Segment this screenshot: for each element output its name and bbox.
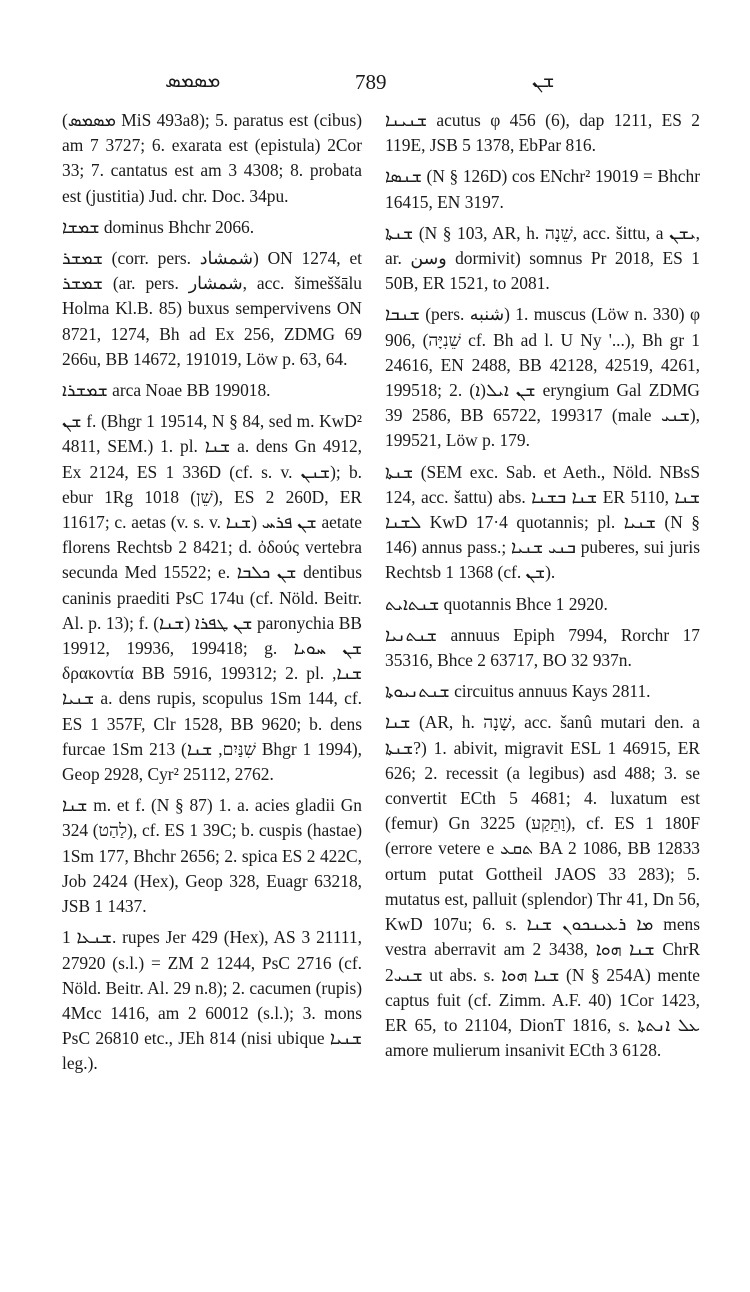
dictionary-entry: ܫܢܬܐ (N § 103, AR, h. שֵׁנָה, acc. šittu, a ܝܫܢ, ar. وسن dormivit) somnus Pr 2018, ES 1 50B, ER 1521, to 2081. xyxy=(385,222,700,294)
dictionary-entry: ܫܢܐ m. et f. (N § 87) 1. a. acies gladii Gn 324 (לַהַט), cf. ES 1 39C; b. cuspis (hastae) 1Sm 177, Bhchr 2656; 2. spica ES 2 422C, Job 2424 (Hex), Geop 328, Euagr 63218, JSB 1 1437. xyxy=(62,795,362,917)
dictionary-entry: ܫܢܣܐ (N § 126D) cos ENchr² 19019 = Bhchr 16415, EN 3197. xyxy=(385,166,700,212)
dictionary-entry: ܫܡܫܐ dominus Bhchr 2066. xyxy=(62,216,255,237)
dictionary-entry: ܫܢܬܐ (SEM exc. Sab. et Aeth., Nöld. NBsS 124, acc. šattu) abs. ܫܢܐ ܒܫܢܐ ER 5110, ܫܢܐ ܠܫܢܐ KwD 17·4 quotannis; pl. ܫܢܝܐ (N § 146) annus pass.; ܒܢܝ ܫܢܝܐ puberes, sui juris Rechtsb 1 1368 (cf. ܫܢ). xyxy=(385,461,700,583)
dictionary-entry: ܫܢܥܐ 1. rupes Jer 429 (Hex), AS 3 21111, 27920 (s.l.) = ZM 2 1244, PsC 2716 (cf. Nöld. Beitr. Al. 29 n.8); 2. cacumen (rupis) 4Mcc 1416, am 2 60012 (s.l.); 3. mons PsC 26810 etc., JEh 814 (nisi ubique ܫܢܝܐ leg.). xyxy=(62,927,362,1074)
running-head-right: ܫܢ xyxy=(532,70,555,92)
dictionary-entry: ܫܡܫܪܐ arca Noae BB 199018. xyxy=(62,380,271,401)
dictionary-entry: ܫܢܬܢܝܐ annuus Epiph 7994, Rorchr 17 35316, Bhce 2 63717, BO 32 937n. xyxy=(385,624,700,671)
page-header xyxy=(0,70,750,100)
dictionary-entry: (ܡܣܡܣ MiS 493a8); 5. paratus est (cibus) am 7 3727; 6. exarata est (epistula) 2Cor 33; 7. cantatus est am 3 4308; 8. probata est (justitia) Jud. chr. Doc. 34pu. xyxy=(62,110,362,206)
page-number: 789 xyxy=(355,70,387,94)
right-column xyxy=(385,108,700,1069)
dictionary-entry: ܫܢܐ (AR, h. שָׁנָה, acc. šanû mutari den. a ܫܢܬܐ?) 1. abivit, migravit ESL 1 46915, ER 626; 2. recessit (a legibus) asd 488; 3. se convertit ECth 5 4681; 4. luxatum est (femur) Gn 3225 (וַתֵּקַע), cf. ES 1 180F (errore vetere e ܬܩܥ BA 2 1086, BB 12833 ortum putat Gottheil JAOS 33 283); 5. mutatus est, palluit (splendor) Thr 41, Dn 56, KwD 107u; 6. s. ܡܐ ܪܥܝܢܟܘܢ ܫܢܐ mens vestra aberravit am 2 3438, ܫܢܐ ܗܘܐ ChrR ܫܢܝ2 ut abs. s. ܫܢܐ ܗܘܐ (N § 254A) mente captus fuit (cf. Zimm. A.F. 40) 1Cor 1423, ER 65, to 21104, DionT 1816, s. ܥܠ ܐܢܬܬܐ amore mulierum insanivit ECth 3 6128. xyxy=(385,712,701,1061)
dictionary-entry: ܫܢܝܢܐ acutus φ 456 (6), dap 1211, ES 2 119E, JSB 5 1378, EbPar 816. xyxy=(385,110,700,156)
left-column xyxy=(62,108,362,1083)
dictionary-entry: ܫܡܫܪ (corr. pers. شمشاد) ON 1274, et ܫܡܫܪ (ar. pers. شمشار, acc. šimeššālu Holma Kl.B. 85) buxus sempervivens ON 8721, 1274, Bh ad Ex 256, ZDMG 69 266u, BB 14672, 191019, Löw p. 63, 64. xyxy=(62,248,362,369)
running-head-left: ܡܣܡܣ xyxy=(165,70,221,92)
dictionary-entry: ܫܢܬܐܝܬ quotannis Bhce 1 2920. xyxy=(385,593,608,614)
dictionary-entry: ܫܢ f. (Bhgr 1 19514, N § 84, sed m. KwD² 4811, SEM.) 1. pl. ܫܢܐ a. dens Gn 4912, Ex 2124, ES 1 336D (cf. s. v. ܫܢܢ); b. ebur 1Rg 1018 (שֵׁן), ES 2 260D, ER 11617; c. aetas (v. s. v. ܫܢܐ) ܫܢ ܦܪܚ aetate florens Rechtsb 2 8421; d. ὀδούς vertebra secunda Med 15522; e. ܫܢ ܟܠܒܐ dentibus caninis praediti PsC 174u (cf. Nöld. Beitr. Al. p. 13); f. ܫܢ ܛܦܪܐ (ܫܢܐ) paronychia BB 19912, 19936, 199418; g. ܫܢ ܚܘܝܐ δρακοντία BB 5916, 199312; 2. pl. ܫܢܐ, ܫܢܝܐ a. dens rupis, scopulus 1Sm 144, cf. ES 1 357F, Clr 1528, BB 9620; b. dens furcae 1Sm 213 (שִׁנַּיִם, ܫܢܐ Bhgr 1 1994), Geop 2928, Cyr² 25112, 2762. xyxy=(62,411,363,785)
dictionary-entry: ܫܢܒܐ (pers. شنبه) 1. muscus (Löw n. 330) φ 906, (שֵׁנִיָּה cf. Bh ad l. U Ny '...), Bh gr 1 24616, EN 2488, BB 42128, 42519, 4261, 199518; 2. (ܐ)ܫܢ ܐܝܠ eryngium Gal ZDMG 39 2586, BB 65722, 199317 (male ܫܢܝ), 199521, Löw p. 179. xyxy=(385,304,701,451)
dictionary-entry: ܫܢܬܢܝܘܬܐ circuitus annuus Kays 2811. xyxy=(385,681,651,702)
